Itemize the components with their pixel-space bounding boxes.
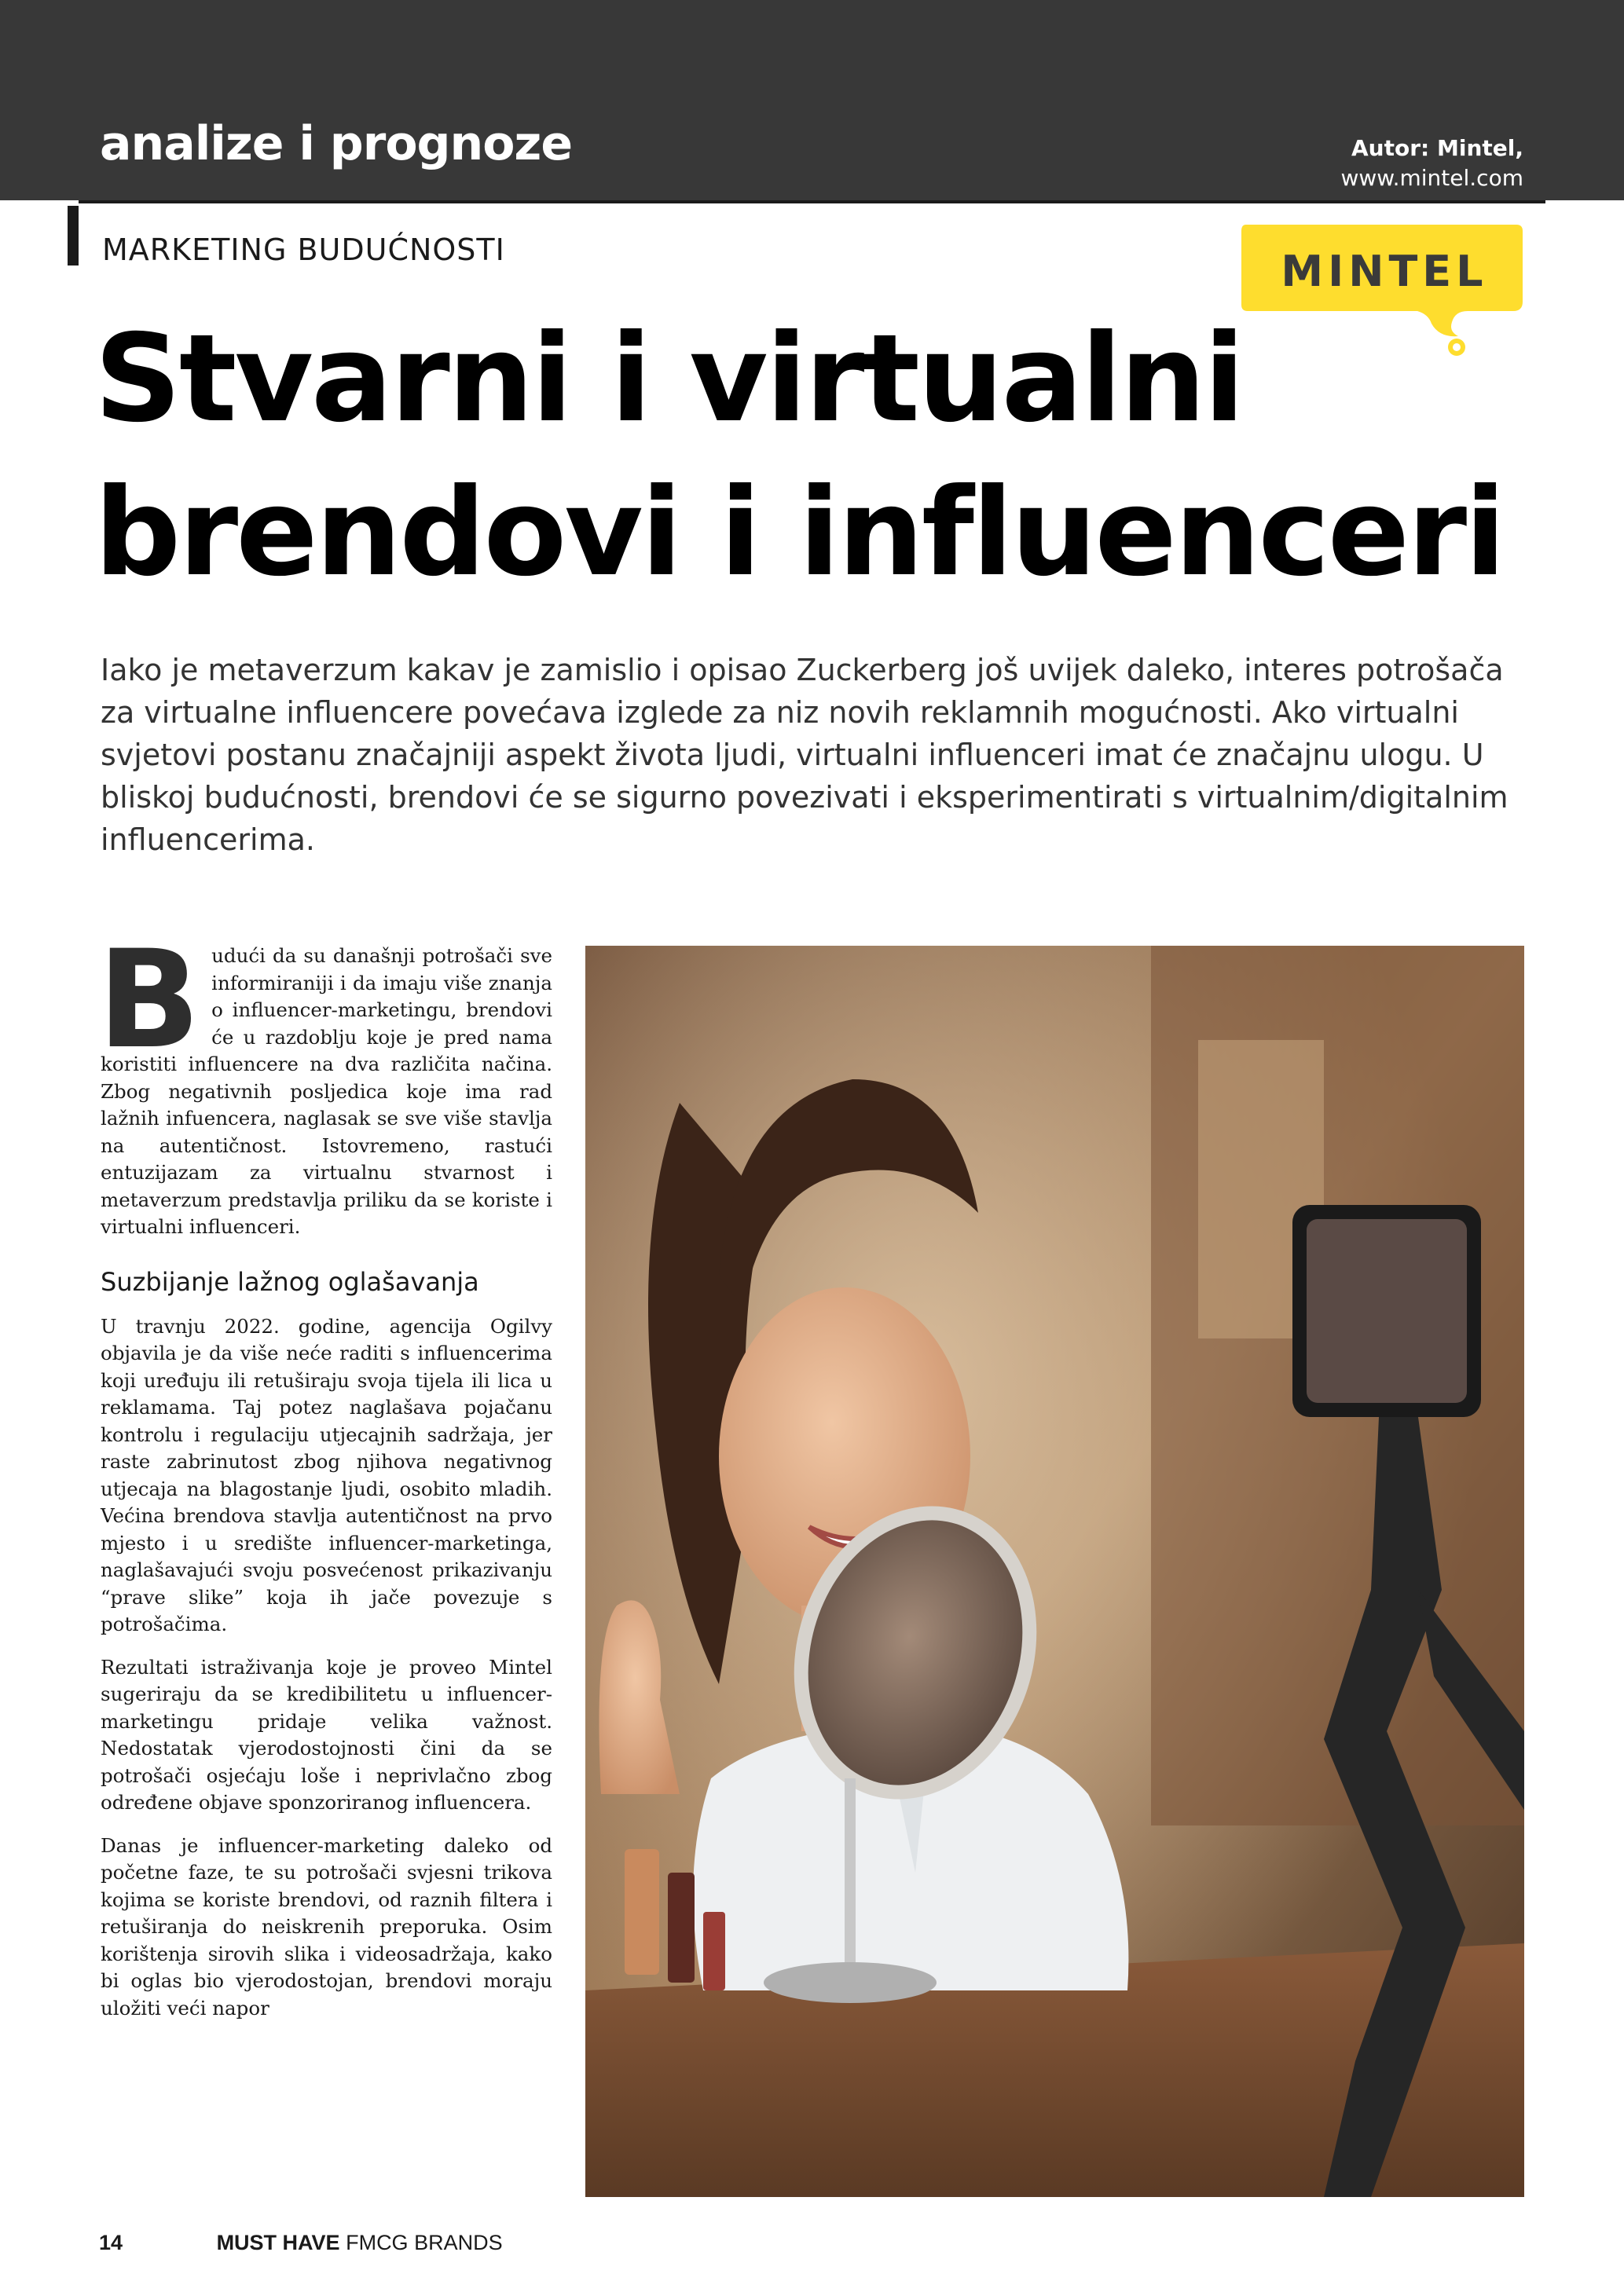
lead-paragraph: Iako je metaverzum kakav je zamislio i opisao Zuckerberg još uvijek daleko, interes potrošača za virtualne influencere povećava izglede za niz novih reklamnih mogućnosti. Ako virtualni svjetovi postanu značajniji aspekt života ljudi, virtualni influenceri imat će značajnu ulogu. U bliskoj budućnosti, brendovi će se sigurno povezivati i eksperimentirati s virtualnim/digitalnim influencerima.	[101, 653, 1509, 857]
page-footer	[99, 2231, 503, 2255]
headline-line-1: Stvarni i virtualni	[94, 309, 1243, 449]
paragraph-1	[97, 921, 552, 1241]
author-name: Autor: Mintel,	[1351, 135, 1523, 161]
page-number: 14	[99, 2231, 123, 2254]
article-photo	[585, 946, 1524, 2197]
headline-line-2: brendovi i influenceri	[94, 463, 1504, 603]
article-body	[97, 921, 552, 2038]
header-divider	[79, 200, 1545, 203]
mintel-logo-text: MINTEL	[1281, 247, 1488, 296]
paragraph-1-text: udući da su današnji potrošači sve informiraniji i da imaju više znanja o influencer-marketingu, brendovi će u razdoblju koje je pred nama koristiti influencere na dva različita načina. Zbog negativnih posljedica koje ima rad lažnih infuencera, naglasak se sve više stavlja na autentičnost. Istovremeno, rastući entuzijazam za virtualnu stvarnost i metaverzum predstavlja priliku da se koriste i virtualni influenceri.	[101, 944, 552, 1238]
subheading: Suzbijanje lažnog oglašavanja	[101, 1266, 479, 1297]
paragraph-4: Danas je influencer-marketing daleko od početne faze, te su potrošači svjesni trikova kojima se koriste brendovi, od raznih filtera i retuširanja do neiskrenih preporuka. Osim korištenja sirovih slika i videosadržaja, kako bi oglas bio vjerodostojan, brendovi moraju uložiti veći napor	[101, 1833, 552, 2020]
kicker-bar	[68, 206, 79, 265]
publication-name-rest: FMCG BRANDS	[339, 2231, 503, 2254]
author-credit	[1340, 134, 1523, 193]
author-url[interactable]: www.mintel.com	[1340, 165, 1523, 191]
kicker: MARKETING BUDUĆNOSTI	[102, 233, 505, 267]
paragraph-2: U travnju 2022. godine, agencija Ogilvy objavila je da više neće raditi s influencerima koji uređuju ili retuširaju svoja tijela ili lica u reklamama. Taj potez naglašava pojačanu kontrolu i regulaciju utjecajnih sadržaja, jer raste zabrinutost zbog njihova negativnog utjecaja na blagostanje ljudi, osobito mladih. Većina brendova stavlja autentičnost na prvo mjesto i u središte influencer-marketinga, naglašavajući svoju posvećenost prikazivanju “prave slike” koja ih jače povezuje s potrošačima.	[101, 1314, 552, 1635]
drop-cap: B	[97, 921, 201, 1078]
publication-name-bold: MUST HAVE	[216, 2231, 340, 2254]
section-title: analize i prognoze	[100, 116, 573, 171]
headline	[94, 302, 1509, 610]
paragraph-3: Rezultati istraživanja koje je proveo Mintel sugeriraju da se kredibilitetu u influencer-marketingu pridaje velika važnost. Nedostatak vjerodostojnosti čini da se potrošači osjećaju loše i neprivlačno zbog određene objave sponzoriranog influencera.	[101, 1655, 552, 1814]
